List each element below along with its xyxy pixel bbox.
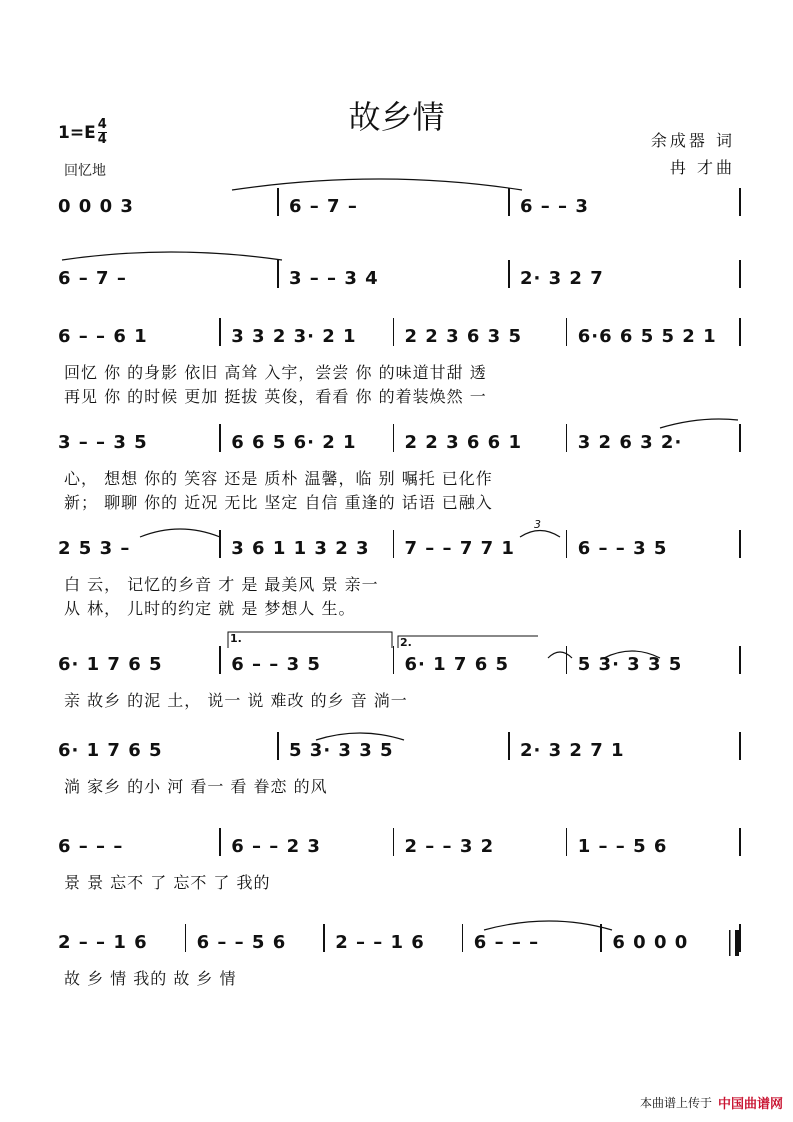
key-label: 1=E (58, 122, 96, 143)
measure: 1 – – 5 6 (577, 836, 668, 857)
lyricist: 余成器 词 (650, 131, 735, 150)
barline (739, 424, 741, 452)
measure: 3 – – 3 5 (58, 432, 148, 453)
score-row (50, 932, 743, 988)
measure: 6· 1 7 6 5 (58, 740, 163, 761)
time-top: 4 (97, 117, 107, 132)
barline (185, 924, 187, 952)
measure: 2· 3 2 7 (520, 268, 604, 289)
barline (277, 260, 279, 288)
measure: 2 – – 1 6 (58, 932, 148, 953)
measure: 6· 1 7 6 5 (404, 654, 510, 675)
barline (739, 318, 741, 346)
measure: 2 – – 1 6 (335, 932, 425, 953)
barline (323, 924, 325, 952)
lyric-line: 心， 想想 你的 笑容 还是 质朴 温馨，临 别 嘱托 已化作 (64, 469, 493, 488)
measure: 5 3· 3 3 5 (289, 740, 394, 761)
measure: 6 0 0 0 (612, 932, 689, 953)
score-row (50, 654, 743, 710)
slur (140, 529, 220, 537)
lyric-line: 再见 你 的时候 更加 挺拔 英俊，看看 你 的着装焕然 一 (64, 387, 487, 406)
barline (393, 530, 395, 558)
lyric-line: 白 云， 记忆的乡音 才 是 最美风 景 亲一 (64, 575, 379, 594)
measure: 6· 1 7 6 5 (58, 654, 163, 675)
lyric-line: 景 景 忘不 了 忘不 了 我的 (64, 873, 271, 892)
barline (600, 924, 602, 952)
measure: 6 – – 3 (520, 196, 589, 217)
measure: 6 – 7 – (58, 268, 127, 289)
site-logo: 中国曲谱网 (717, 1097, 783, 1112)
score-row (50, 538, 743, 618)
measure: 6 – – 2 3 (231, 836, 321, 857)
triplet-mark: 3 (534, 518, 541, 531)
slur (62, 252, 282, 260)
volta-1-bracket (228, 632, 392, 648)
barline (508, 188, 510, 216)
measure: 2 2 3 6 3 5 (404, 326, 522, 347)
measure: 3 – – 3 4 (289, 268, 379, 289)
barline (219, 646, 221, 674)
measure: 6 – – 3 5 (231, 654, 321, 675)
barline (508, 260, 510, 288)
measure: 2 2 3 6 6 1 (404, 432, 522, 453)
barline (566, 424, 568, 452)
measure: 6 – – – (58, 836, 124, 857)
measure: 3 2 6 3 2· (577, 432, 683, 453)
measure: 3 6 1 1 3 2 3 (231, 538, 370, 559)
barline (508, 732, 510, 760)
barline (219, 530, 221, 558)
volta-2-bracket (398, 636, 538, 648)
barline (393, 646, 395, 674)
barline (219, 828, 221, 856)
score-row (50, 836, 743, 892)
barline (277, 732, 279, 760)
barline (739, 260, 741, 288)
slur (484, 921, 612, 930)
barline (219, 318, 221, 346)
composer: 冉 才曲 (669, 158, 735, 177)
footer (640, 1093, 783, 1112)
measure: 6 6 5 6· 2 1 (231, 432, 357, 453)
footer-text: 本曲谱上传于 (639, 1096, 712, 1110)
measure: 6 – – 5 6 (196, 932, 287, 953)
score-row (50, 268, 743, 308)
score-row (50, 196, 743, 236)
barline (739, 188, 741, 216)
lyric-line: 从 林， 儿时的约定 就 是 梦想人 生。 (64, 599, 356, 618)
barline (219, 424, 221, 452)
time-signature (98, 118, 107, 147)
measure: 2 5 3 – (58, 538, 131, 559)
measure: 2 – – 3 2 (404, 836, 495, 857)
lyric-line: 亲 故乡 的泥 土， 说一 说 难改 的乡 音 淌一 (64, 691, 408, 710)
barline (566, 828, 568, 856)
measure: 6 – 7 – (289, 196, 358, 217)
barline (393, 318, 395, 346)
volta-2-label: 2. (400, 636, 412, 649)
barline (739, 732, 741, 760)
lyric-line: 故 乡 情 我的 故 乡 情 (64, 969, 237, 988)
score-row (50, 740, 743, 796)
measure: 0 0 0 3 (58, 196, 134, 217)
score-row (50, 326, 743, 406)
measure: 6·6 6 5 5 2 1 (577, 326, 717, 347)
barline (739, 828, 741, 856)
lyric-line: 回忆 你 的身影 依旧 高耸 入宇，尝尝 你 的味道甘甜 透 (64, 363, 487, 382)
lyric-line: 淌 家乡 的小 河 看一 看 眷恋 的风 (64, 777, 328, 796)
slur (660, 419, 738, 428)
key-signature (58, 118, 107, 147)
slur (520, 531, 560, 538)
barline (566, 646, 568, 674)
measure: 6 – – – (473, 932, 540, 953)
barline (566, 530, 568, 558)
measure: 7 – – 7 7 1 (404, 538, 515, 559)
score-row (50, 432, 743, 512)
volta-1-label: 1. (230, 632, 242, 645)
barline (566, 318, 568, 346)
barline (462, 924, 464, 952)
measure: 2· 3 2 7 1 (520, 740, 625, 761)
barline (739, 646, 741, 674)
slur (232, 179, 522, 190)
lyric-line: 新； 聊聊 你的 近况 无比 坚定 自信 重逢的 话语 已融入 (64, 493, 493, 512)
barline (393, 424, 395, 452)
time-bottom: 4 (97, 132, 107, 147)
slur (316, 733, 404, 740)
song-title: 故乡情 (348, 98, 445, 136)
measure: 6 – – 6 1 (58, 326, 148, 347)
barline (739, 924, 741, 952)
measure: 6 – – 3 5 (577, 538, 668, 559)
barline (739, 530, 741, 558)
barline (393, 828, 395, 856)
measure: 5 3· 3 3 5 (577, 654, 683, 675)
tempo-marking: 回忆地 (64, 163, 106, 179)
measure: 3 3 2 3· 2 1 (231, 326, 357, 347)
barline (277, 188, 279, 216)
